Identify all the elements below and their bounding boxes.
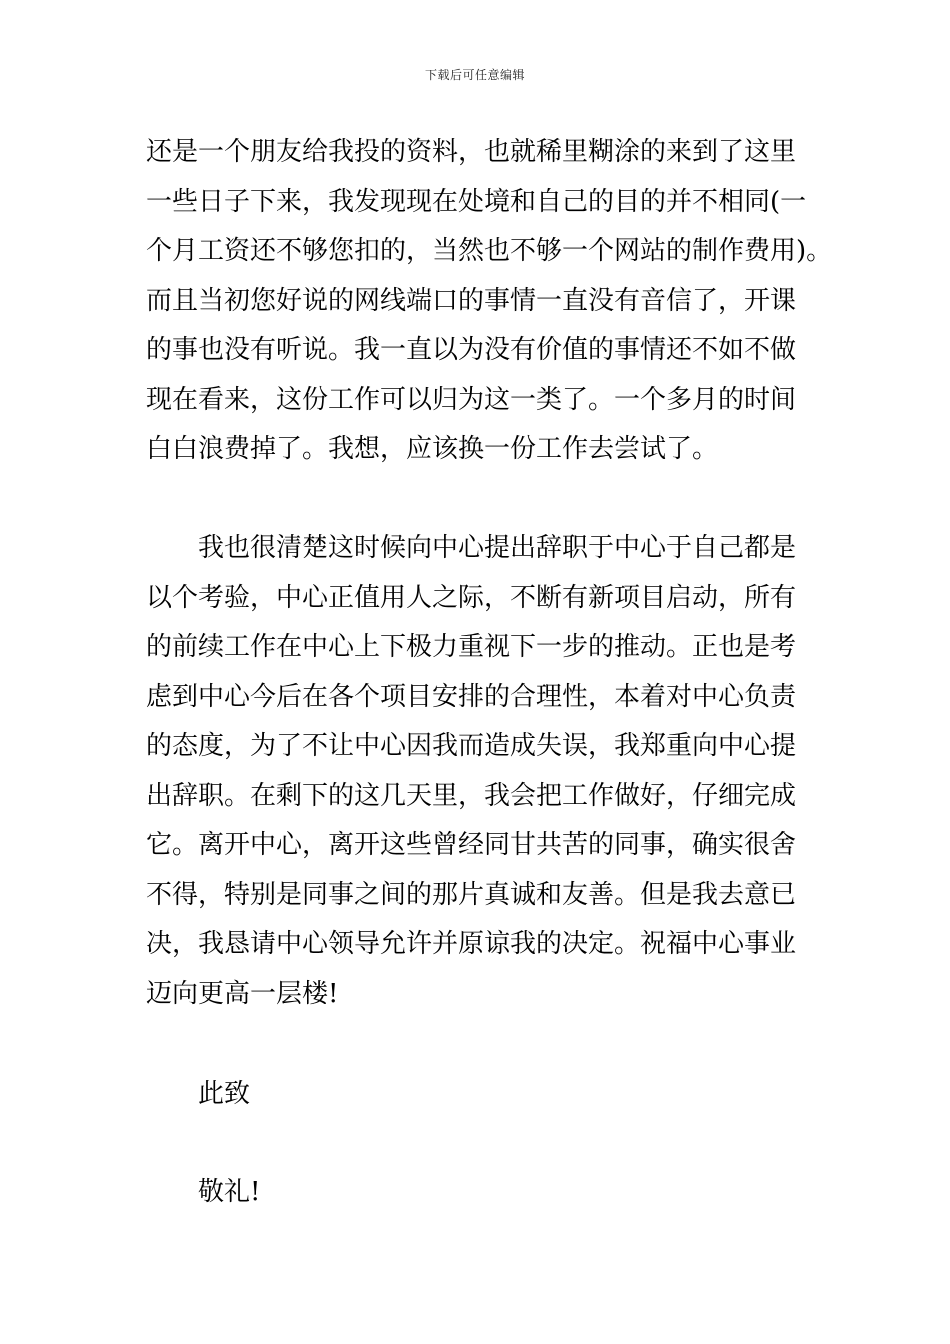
paragraph-2-line: 出辞职。在剩下的这几天里，我会把工作做好，仔细完成 — [146, 780, 797, 811]
paragraph-1-line: 白白浪费掉了。我想，应该换一份工作去尝试了。 — [146, 434, 719, 464]
paragraph-1-line: 的事也没有听说。我一直以为没有价值的事情还不如不做 — [146, 335, 797, 365]
page-header: 下载后可任意编辑 — [424, 68, 525, 82]
closing-salutation: 此致 — [198, 1079, 251, 1109]
paragraph-2-line: 我也很清楚这时候向中心提出辞职于中心于自己都是 — [198, 533, 797, 563]
paragraph-2-line: 不得，特别是同事之间的那片真诚和友善。但是我去意已 — [146, 879, 797, 910]
paragraph-1-line: 还是一个朋友给我投的资料，也就稀里糊涂的来到了这里 — [146, 137, 797, 167]
paragraph-2-line: 虑到中心今后在各个项目安排的合理性，本着对中心负责 — [146, 681, 797, 712]
paragraph-2-line: 迈向更高一层楼! — [146, 978, 339, 1009]
paragraph-1-line: 一些日子下来，我发现现在处境和自己的目的并不相同(一 — [146, 186, 807, 217]
paragraph-2-line: 它。离开中心，离开这些曾经同甘共苦的同事，确实很舍 — [146, 830, 797, 860]
paragraph-1-line: 而且当初您好说的网线端口的事情一直没有音信了，开课 — [146, 285, 797, 316]
letter-body — [146, 128, 833, 1019]
paragraph-1-line: 现在看来，这份工作可以归为这一类了。一个多月的时间 — [146, 384, 797, 415]
paragraph-2-line: 决，我恳请中心领导允许并原谅我的决定。祝福中心事业 — [146, 929, 797, 959]
paragraph-gap — [146, 475, 826, 525]
closing-regards: 敬礼! — [198, 1177, 261, 1207]
paragraph-2-line: 以个考验，中心正值用人之际，不断有新项目启动，所有 — [146, 582, 797, 613]
paragraph-1-line: 个月工资还不够您扣的，当然也不够一个网站的制作费用)。 — [146, 236, 833, 266]
paragraph-2-line: 的态度，为了不让中心因我而造成失误，我郑重向中心提 — [146, 731, 797, 761]
paragraph-2-line: 的前续工作在中心上下极力重视下一步的推动。正也是考 — [146, 632, 797, 662]
